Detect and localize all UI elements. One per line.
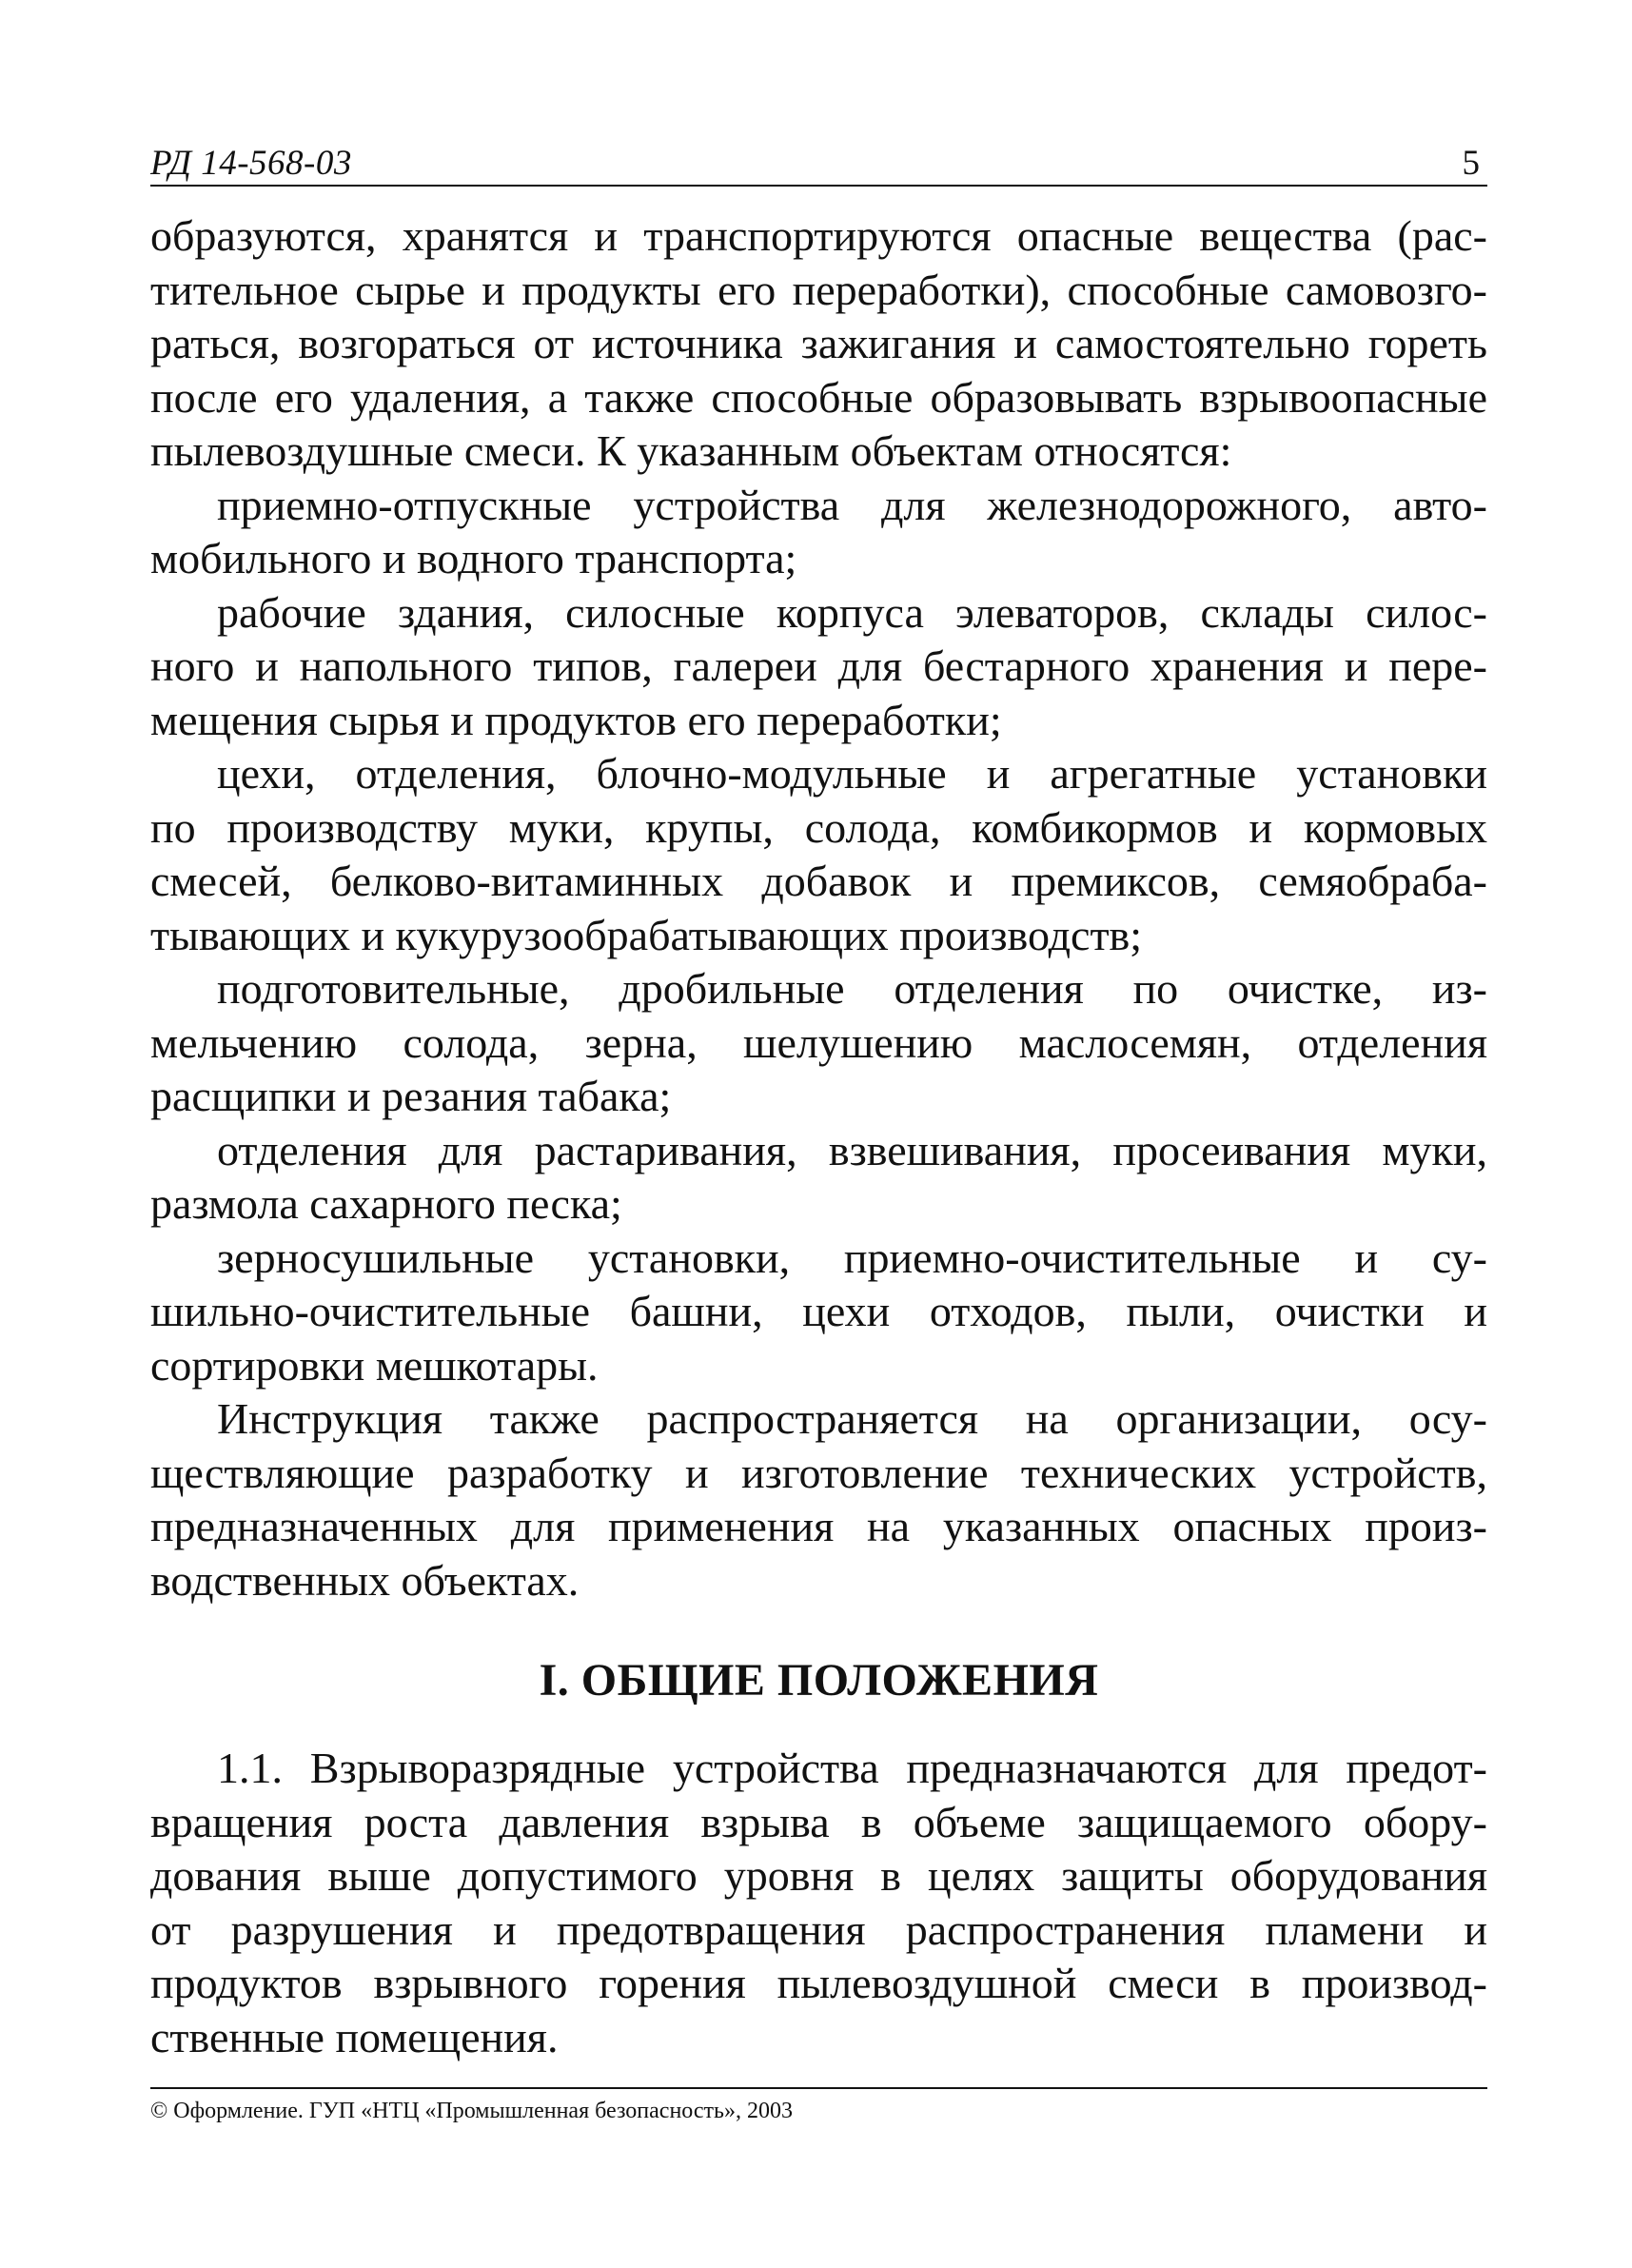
text-line: после его удаления, а также способные образовывать взрывоопасные [150,372,1487,422]
text-line: зерносушильные установки, приемно-очистительные и су- [217,1233,1487,1282]
text-line: ственные помещения. [150,2012,559,2061]
text-line: мещения сырья и продуктов его переработки; [150,695,1002,744]
page-number: 5 [1462,144,1480,183]
text-line: вращения роста давления взрыва в объеме защищаемого обору- [150,1797,1487,1846]
text-line: от разрушения и предотвращения распространения пламени и [150,1904,1487,1954]
text-line: дования выше допустимого уровня в целях защиты оборудования [150,1851,1487,1900]
text-line: расщипки и резания табака; [150,1072,672,1120]
text-line: ществляющие разработку и изготовление технических устройств, [150,1448,1487,1497]
text-line: размола сахарного песка; [150,1179,622,1228]
text-line: продуктов взрывного горения пылевоздушной смеси в производ- [150,1959,1487,2007]
text-line: Инструкция также распространяется на организации, осу- [217,1394,1487,1443]
text-line: водственных объектах. [150,1555,580,1605]
footer-copyright: © Оформление. ГУП «НТЦ «Промышленная безопасность», 2003 [150,2099,793,2123]
text-line: по производству муки, крупы, солода, комбикормов и кормовых [150,802,1487,852]
list-item [150,1232,1487,1393]
list-item [150,962,1487,1124]
text-line: мельчению солода, зерна, шелушению маслосемян, отделения [150,1017,1487,1067]
section-heading: I. ОБЩИЕ ПОЛОЖЕНИЯ [539,1655,1099,1706]
intro-paragraph [150,209,1487,479]
list-item [150,479,1487,586]
text-line: образуются, хранятся и транспортируются опасные вещества (рас- [150,211,1487,260]
text-line: отделения для растаривания, взвешивания, просеивания муки, [217,1125,1487,1174]
running-header [150,143,1487,187]
text-line: тывающих и кукурузообрабатывающих производств; [150,910,1143,959]
footer-divider [150,2087,1487,2089]
text-line: пылевоздушные смеси. К указанным объектам относятся: [150,426,1232,475]
text-line: 1.1. Взрыворазрядные устройства предназначаются для предот- [217,1744,1487,1792]
document-page [150,0,1487,2268]
list-item [150,1124,1487,1232]
text-line: приемно-отпускные устройства для железнодорожного, авто- [217,480,1487,529]
text-line: смесей, белково-витаминных добавок и премиксов, семяобраба- [150,857,1487,905]
text-line: ного и напольного типов, галереи для бестарного хранения и пере- [150,641,1487,690]
text-line: тительное сырье и продукты его переработки), способные самовозго- [150,265,1487,314]
text-line: предназначенных для применения на указанных опасных произ- [150,1502,1487,1550]
closing-paragraph [150,1392,1487,1607]
document-code: РД 14-568-03 [150,144,352,183]
text-line: шильно-очистительные башни, цехи отходов, пыли, очистки и [150,1287,1487,1335]
text-line: рабочие здания, силосные корпуса элеваторов, склады силос- [217,587,1487,637]
text-line: подготовительные, дробильные отделения по очистке, из- [217,964,1487,1013]
text-line: цехи, отделения, блочно-модульные и агрегатные установки [217,749,1487,798]
text-line: сортировки мешкотары. [150,1340,599,1390]
text-line: мобильного и водного транспорта; [150,534,797,582]
clause-paragraph [150,1742,1487,2064]
body-text [150,209,1487,1607]
list-item [150,747,1487,962]
list-item [150,586,1487,748]
text-line: раться, возгораться от источника зажигания и самостоятельно гореть [150,319,1487,367]
